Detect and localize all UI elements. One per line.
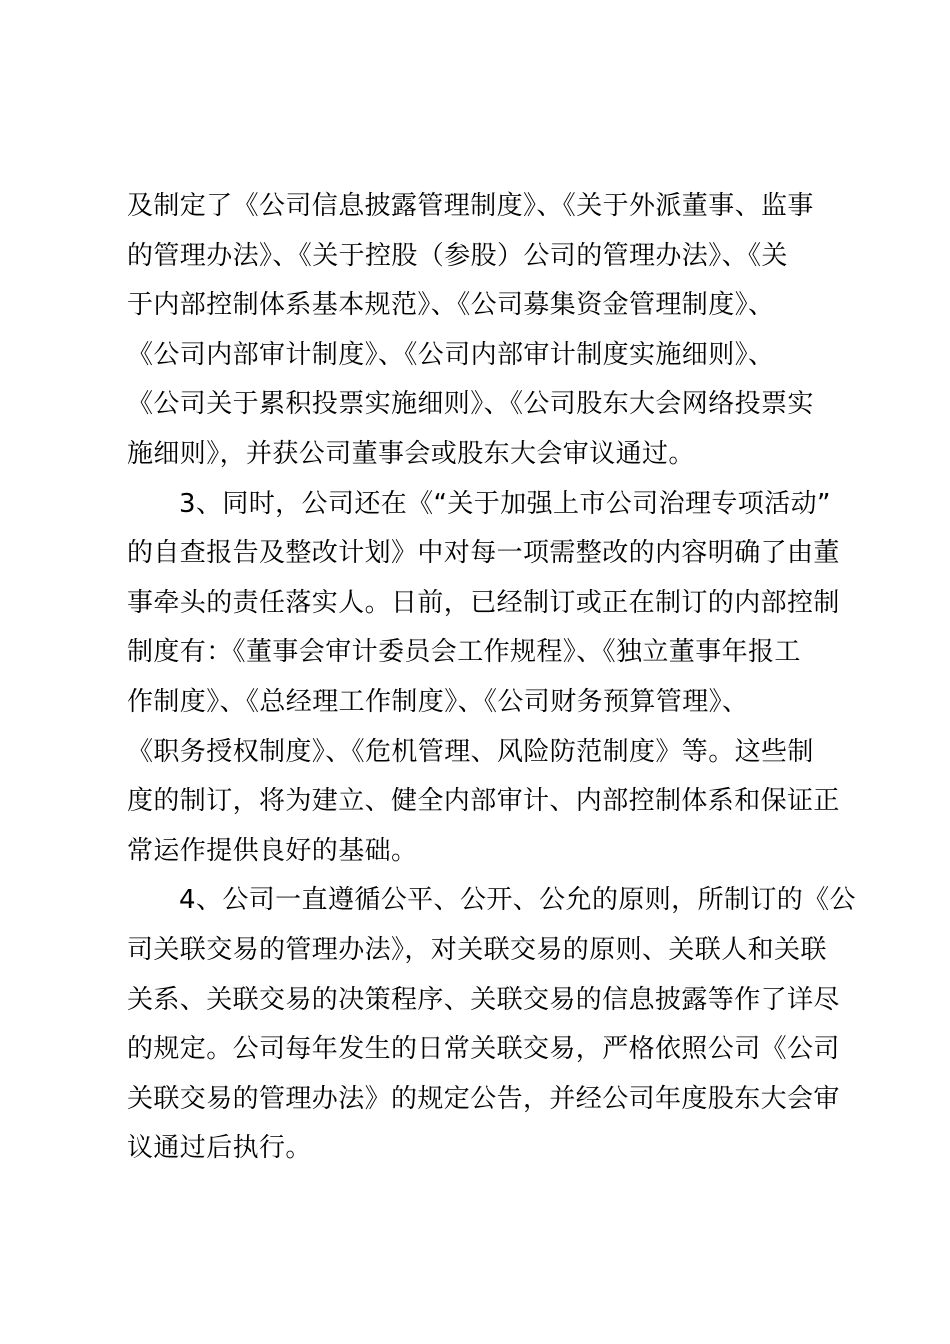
paragraph-continued-regulations — [127, 182, 831, 480]
paragraph-item-3 — [127, 480, 840, 877]
text-line: 制度有：《董事会审计委员会工作规程》、《独立董事年报工 — [127, 637, 801, 668]
text-line: 3、同时，公司还在《“关于加强上市公司治理专项活动” — [179, 488, 831, 519]
text-line: 司关联交易的管理办法》，对关联交易的原则、关联人和关联 — [127, 934, 827, 965]
text-line: 施细则》，并获公司董事会或股东大会审议通过。 — [127, 438, 695, 469]
text-line: 4、公司一直遵循公平、公开、公允的原则，所制订的《公 — [179, 885, 856, 916]
text-line: 的管理办法》、《关于控股（参股）公司的管理办法》、《关 — [127, 240, 788, 271]
text-line: 《职务授权制度》、《危机管理、风险防范制度》等。这些制 — [127, 736, 814, 767]
text-line: 作制度》、《总经理工作制度》、《公司财务预算管理》、 — [127, 686, 749, 717]
text-line: 及制定了《公司信息披露管理制度》、《关于外派董事、监事 — [127, 191, 814, 221]
paragraph-item-4 — [127, 876, 856, 1174]
document-body — [127, 182, 856, 1174]
text-line: 度的制订，将为建立、健全内部审计、内部控制体系和保证正 — [127, 786, 840, 817]
text-line: 常运作提供良好的基础。 — [127, 835, 418, 866]
text-line: 的规定。公司每年发生的日常关联交易，严格依照公司《公司 — [127, 1034, 840, 1065]
text-line: 议通过后执行。 — [127, 1133, 312, 1164]
text-line: 《公司关于累积投票实施细则》、《公司股东大会网络投票实 — [127, 389, 814, 420]
text-line: 关系、关联交易的决策程序、关联交易的信息披露等作了详尽 — [127, 984, 840, 1015]
text-line: 关联交易的管理办法》的规定公告，并经公司年度股东大会审 — [127, 1083, 840, 1114]
text-line: 于内部控制体系基本规范》、《公司募集资金管理制度》、 — [127, 290, 775, 321]
text-line: 《公司内部审计制度》、《公司内部审计制度实施细则》、 — [127, 339, 775, 370]
text-line: 的自查报告及整改计划》中对每一项需整改的内容明确了由董 — [127, 538, 840, 569]
text-line: 事牵头的责任落实人。日前，已经制订或正在制订的内部控制 — [127, 587, 840, 618]
